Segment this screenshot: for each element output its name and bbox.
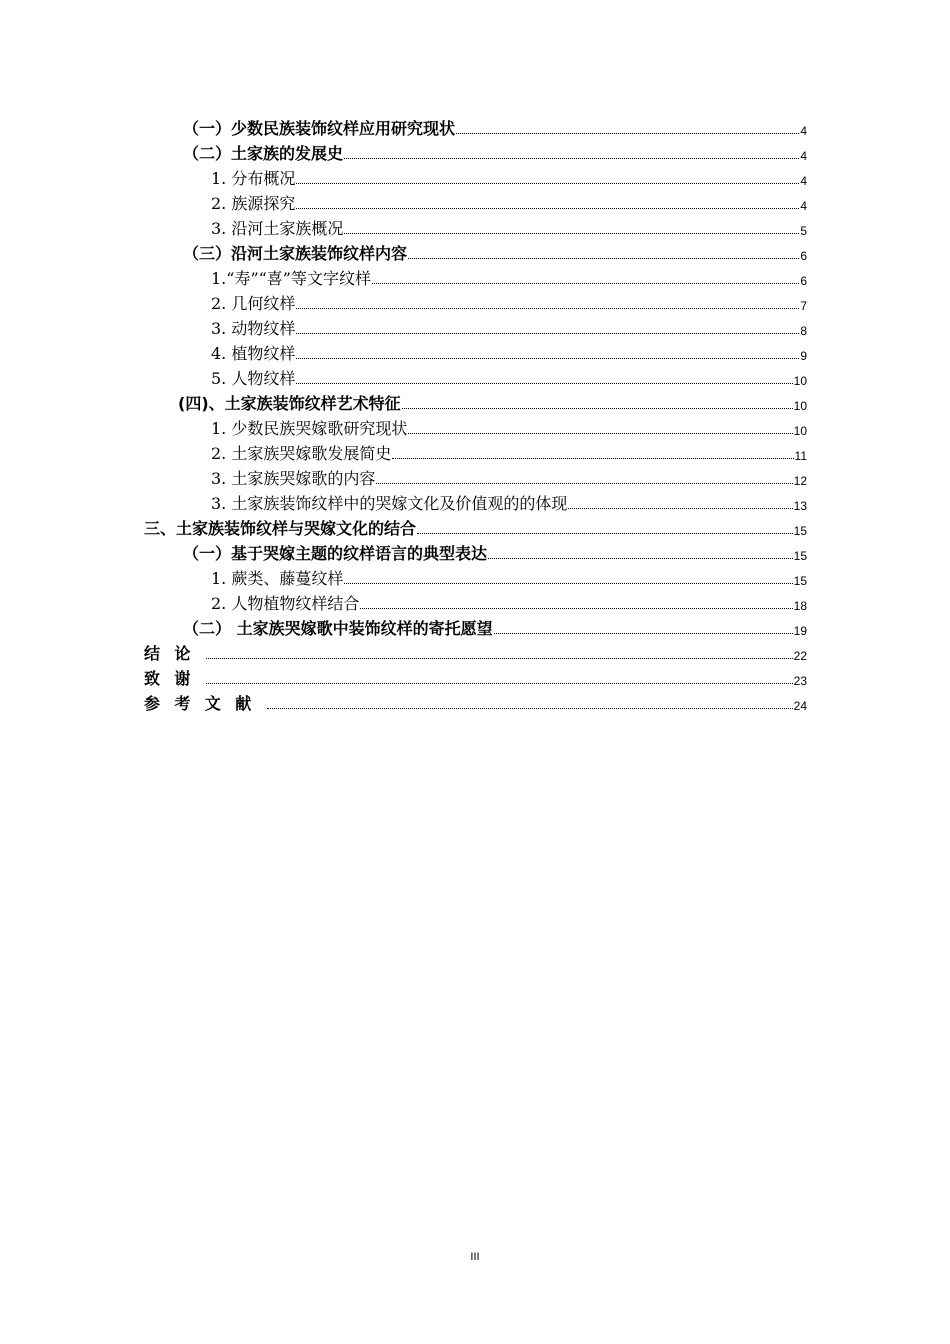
toc-entry-page: 9 xyxy=(800,349,807,363)
toc-entry[interactable] xyxy=(211,567,807,589)
toc-entry-page: 10 xyxy=(793,424,807,438)
toc-entry-title: 3. 土家族装饰纹样中的哭嫁文化及价值观的的体现 xyxy=(211,494,568,513)
toc-entry[interactable] xyxy=(183,142,807,164)
toc-entry[interactable] xyxy=(211,167,807,189)
toc-entry[interactable] xyxy=(211,467,807,489)
toc-entry-page: 19 xyxy=(793,624,807,638)
toc-leader-dots xyxy=(456,133,799,134)
toc-leader-dots xyxy=(402,408,793,409)
toc-entry-page: 12 xyxy=(793,474,807,488)
toc-leader-dots xyxy=(344,583,792,584)
toc-leader-dots xyxy=(267,708,793,709)
toc-entry[interactable] xyxy=(178,392,807,414)
toc-leader-dots xyxy=(206,683,793,684)
toc-leader-dots xyxy=(392,458,793,459)
toc-leader-dots xyxy=(296,358,799,359)
toc-leader-dots xyxy=(372,283,799,284)
toc-entry-page: 23 xyxy=(793,674,807,688)
toc-leader-dots xyxy=(344,158,799,159)
toc-entry-title: （二）土家族的发展史 xyxy=(183,144,344,163)
toc-entry-title: 三、土家族装饰纹样与哭嫁文化的结合 xyxy=(144,519,417,538)
toc-entry[interactable] xyxy=(211,267,807,289)
page-number: III xyxy=(470,1251,480,1263)
toc-leader-dots xyxy=(488,558,793,559)
toc-entry-title: 3. 土家族哭嫁歌的内容 xyxy=(211,469,376,488)
toc-entry-title: 1. 少数民族哭嫁歌研究现状 xyxy=(211,419,408,438)
toc-leader-dots xyxy=(296,333,799,334)
toc-entry[interactable] xyxy=(144,642,807,664)
toc-entry-page: 10 xyxy=(793,374,807,388)
toc-leader-dots xyxy=(568,508,792,509)
toc-leader-dots xyxy=(417,533,793,534)
toc-entry-page: 10 xyxy=(793,399,807,413)
toc-entry-page: 8 xyxy=(800,324,807,338)
toc-entry[interactable] xyxy=(211,342,807,364)
toc-entry-title: 1. 分布概况 xyxy=(211,169,296,188)
toc-entry-page: 7 xyxy=(800,299,807,313)
toc-leader-dots xyxy=(408,433,792,434)
toc-entry[interactable] xyxy=(211,217,807,239)
toc-leader-dots xyxy=(296,183,799,184)
toc-entry[interactable] xyxy=(183,542,807,564)
toc-entry-page: 11 xyxy=(794,449,807,463)
toc-entry-page: 15 xyxy=(793,524,807,538)
toc-entry[interactable] xyxy=(211,592,807,614)
toc-entry-page: 22 xyxy=(793,649,807,663)
toc-leader-dots xyxy=(376,483,792,484)
toc-leader-dots xyxy=(296,383,792,384)
toc-entry-title: （三）沿河土家族装饰纹样内容 xyxy=(183,244,408,263)
toc-entry-title: 1.“寿”“喜”等文字纹样 xyxy=(211,269,371,288)
toc-entry-page: 4 xyxy=(800,124,807,138)
toc-entry[interactable] xyxy=(211,367,807,389)
toc-entry-title: 结论 xyxy=(144,644,205,663)
toc-entry[interactable] xyxy=(144,692,807,714)
toc-leader-dots xyxy=(206,658,793,659)
toc-entry-page: 18 xyxy=(793,599,807,613)
toc-leader-dots xyxy=(408,258,799,259)
toc-entry-page: 6 xyxy=(800,249,807,263)
toc-entry-title: 2. 族源探究 xyxy=(211,194,296,213)
toc-entry-title: 3. 沿河土家族概况 xyxy=(211,219,344,238)
toc-entry-title: 2. 人物植物纹样结合 xyxy=(211,594,360,613)
toc-entry[interactable] xyxy=(211,417,807,439)
toc-entry[interactable] xyxy=(211,317,807,339)
toc-leader-dots xyxy=(296,208,799,209)
toc-entry[interactable] xyxy=(183,242,807,264)
toc-entry-title: 5. 人物纹样 xyxy=(211,369,296,388)
toc-entry[interactable] xyxy=(144,667,807,689)
toc-entry[interactable] xyxy=(211,292,807,314)
toc-leader-dots xyxy=(360,608,792,609)
toc-leader-dots xyxy=(344,233,799,234)
toc-entry-title: 参考文献 xyxy=(144,694,266,713)
toc-entry-title: 2. 土家族哭嫁歌发展简史 xyxy=(211,444,392,463)
toc-entry-page: 4 xyxy=(800,199,807,213)
toc-leader-dots xyxy=(494,633,793,634)
toc-entry-title: 3. 动物纹样 xyxy=(211,319,296,338)
toc-entry-title: （二） 土家族哭嫁歌中装饰纹样的寄托愿望 xyxy=(183,619,493,638)
toc-entry-title: （一）少数民族装饰纹样应用研究现状 xyxy=(183,119,456,138)
toc-entry-page: 6 xyxy=(800,274,807,288)
toc-entry-title: （一）基于哭嫁主题的纹样语言的典型表达 xyxy=(183,544,488,563)
toc-entry-title: 2. 几何纹样 xyxy=(211,294,296,313)
toc-entry[interactable] xyxy=(183,117,807,139)
toc-entry[interactable] xyxy=(211,442,807,464)
toc-entry-page: 15 xyxy=(793,574,807,588)
toc-entry[interactable] xyxy=(211,192,807,214)
toc-entry-page: 13 xyxy=(793,499,807,513)
toc-entry[interactable] xyxy=(211,492,807,514)
toc-entry-page: 5 xyxy=(800,224,807,238)
toc-entry[interactable] xyxy=(144,517,807,539)
toc-leader-dots xyxy=(296,308,799,309)
toc-entry-page: 4 xyxy=(800,149,807,163)
toc-entry-title: 1. 蕨类、藤蔓纹样 xyxy=(211,569,344,588)
toc-entry-title: 4. 植物纹样 xyxy=(211,344,296,363)
toc-entry[interactable] xyxy=(183,617,807,639)
toc-entry-page: 4 xyxy=(800,174,807,188)
toc-entry-page: 24 xyxy=(793,699,807,713)
toc-entry-page: 15 xyxy=(793,549,807,563)
toc-entry-title: (四)、土家族装饰纹样艺术特征 xyxy=(178,394,401,413)
toc-entry-title: 致谢 xyxy=(144,669,205,688)
